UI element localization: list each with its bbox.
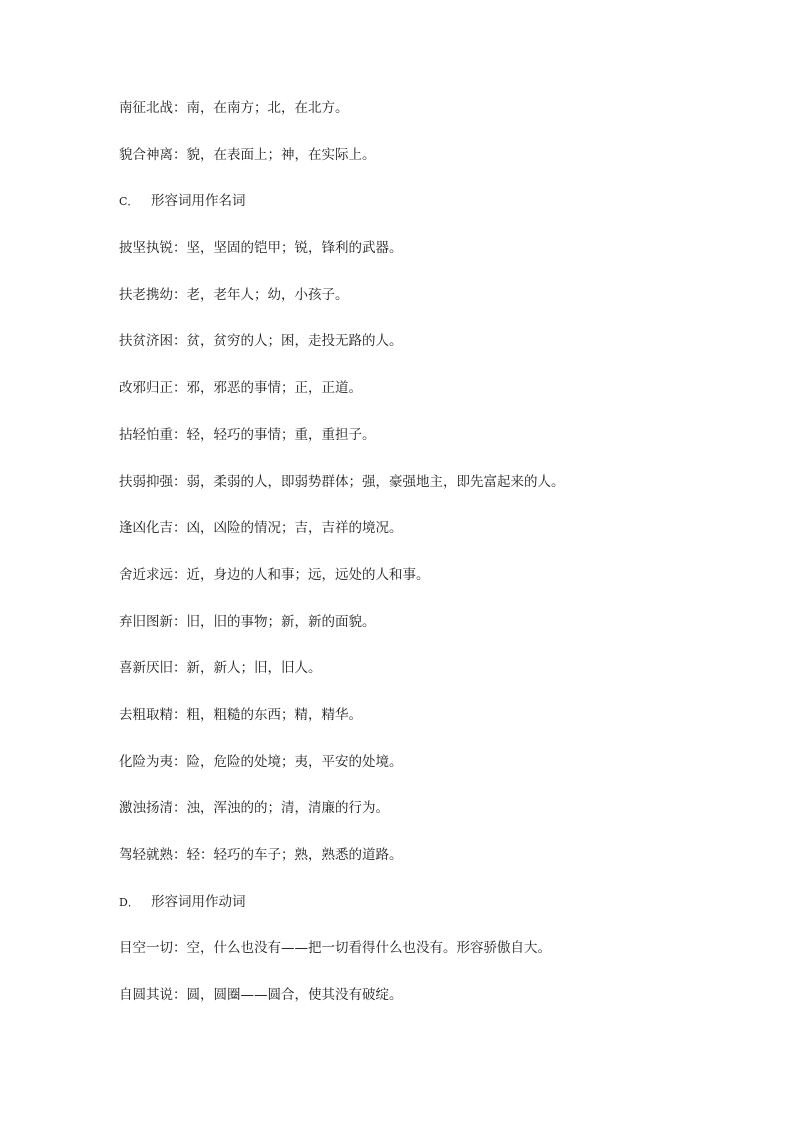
idiom-entry: 舍近求远：近，身边的人和事；远，远处的人和事。: [119, 566, 430, 583]
section-title: 形容词用作名词: [151, 193, 246, 210]
idiom-entry: 扶弱抑强：弱，柔弱的人，即弱势群体；强，豪强地主，即先富起来的人。: [119, 473, 565, 490]
section-heading-c: [119, 189, 739, 236]
idiom-entry: 拈轻怕重：轻，轻巧的事情；重，重担子。: [119, 426, 376, 443]
idiom-entry: 激浊扬清：浊，浑浊的的；清，清廉的行为。: [119, 800, 389, 817]
idiom-entry: 改邪归正：邪，邪恶的事情；正，正道。: [119, 380, 362, 397]
idiom-entry: 逢凶化吉：凶，凶险的情况；吉，吉祥的境况。: [119, 520, 403, 537]
idiom-entry: 驾轻就熟：轻：轻巧的车子；熟，熟悉的道路。: [119, 847, 403, 863]
idiom-entry: 目空一切：空，什么也没有——把一切看得什么也没有。形容骄傲自大。: [119, 940, 551, 957]
idiom-entry: 扶老携幼：老，老年人；幼，小孩子。: [119, 286, 349, 303]
idiom-entry: 披坚执锐：坚，坚固的铠甲；锐，锋利的武器。: [119, 240, 403, 257]
section-letter: D．: [119, 895, 139, 909]
idiom-entry: 南征北战：南，在南方；北，在北方。: [119, 100, 349, 116]
idiom-entry: 扶贫济困：贫，贫穷的人；困，走投无路的人。: [119, 333, 403, 350]
idiom-entry: 弃旧图新：旧，旧的事物；新，新的面貌。: [119, 613, 376, 630]
idiom-entry: 貌合神离：貌，在表面上；神，在实际上。: [119, 146, 376, 163]
section-title: 形容词用作动词: [151, 893, 246, 910]
section-letter: C．: [119, 195, 139, 209]
idiom-entry: 自圆其说：圆，圆圈——圆合，使其没有破绽。: [119, 987, 403, 1004]
idiom-entry: 化险为夷：险，危险的处境；夷，平安的处境。: [119, 753, 403, 770]
idiom-entry: 喜新厌旧：新，新人；旧，旧人。: [119, 660, 322, 677]
section-heading-d: [119, 890, 739, 937]
idiom-entry: 去粗取精：粗，粗糙的东西；精，精华。: [119, 706, 362, 723]
document-body: [119, 96, 739, 1030]
